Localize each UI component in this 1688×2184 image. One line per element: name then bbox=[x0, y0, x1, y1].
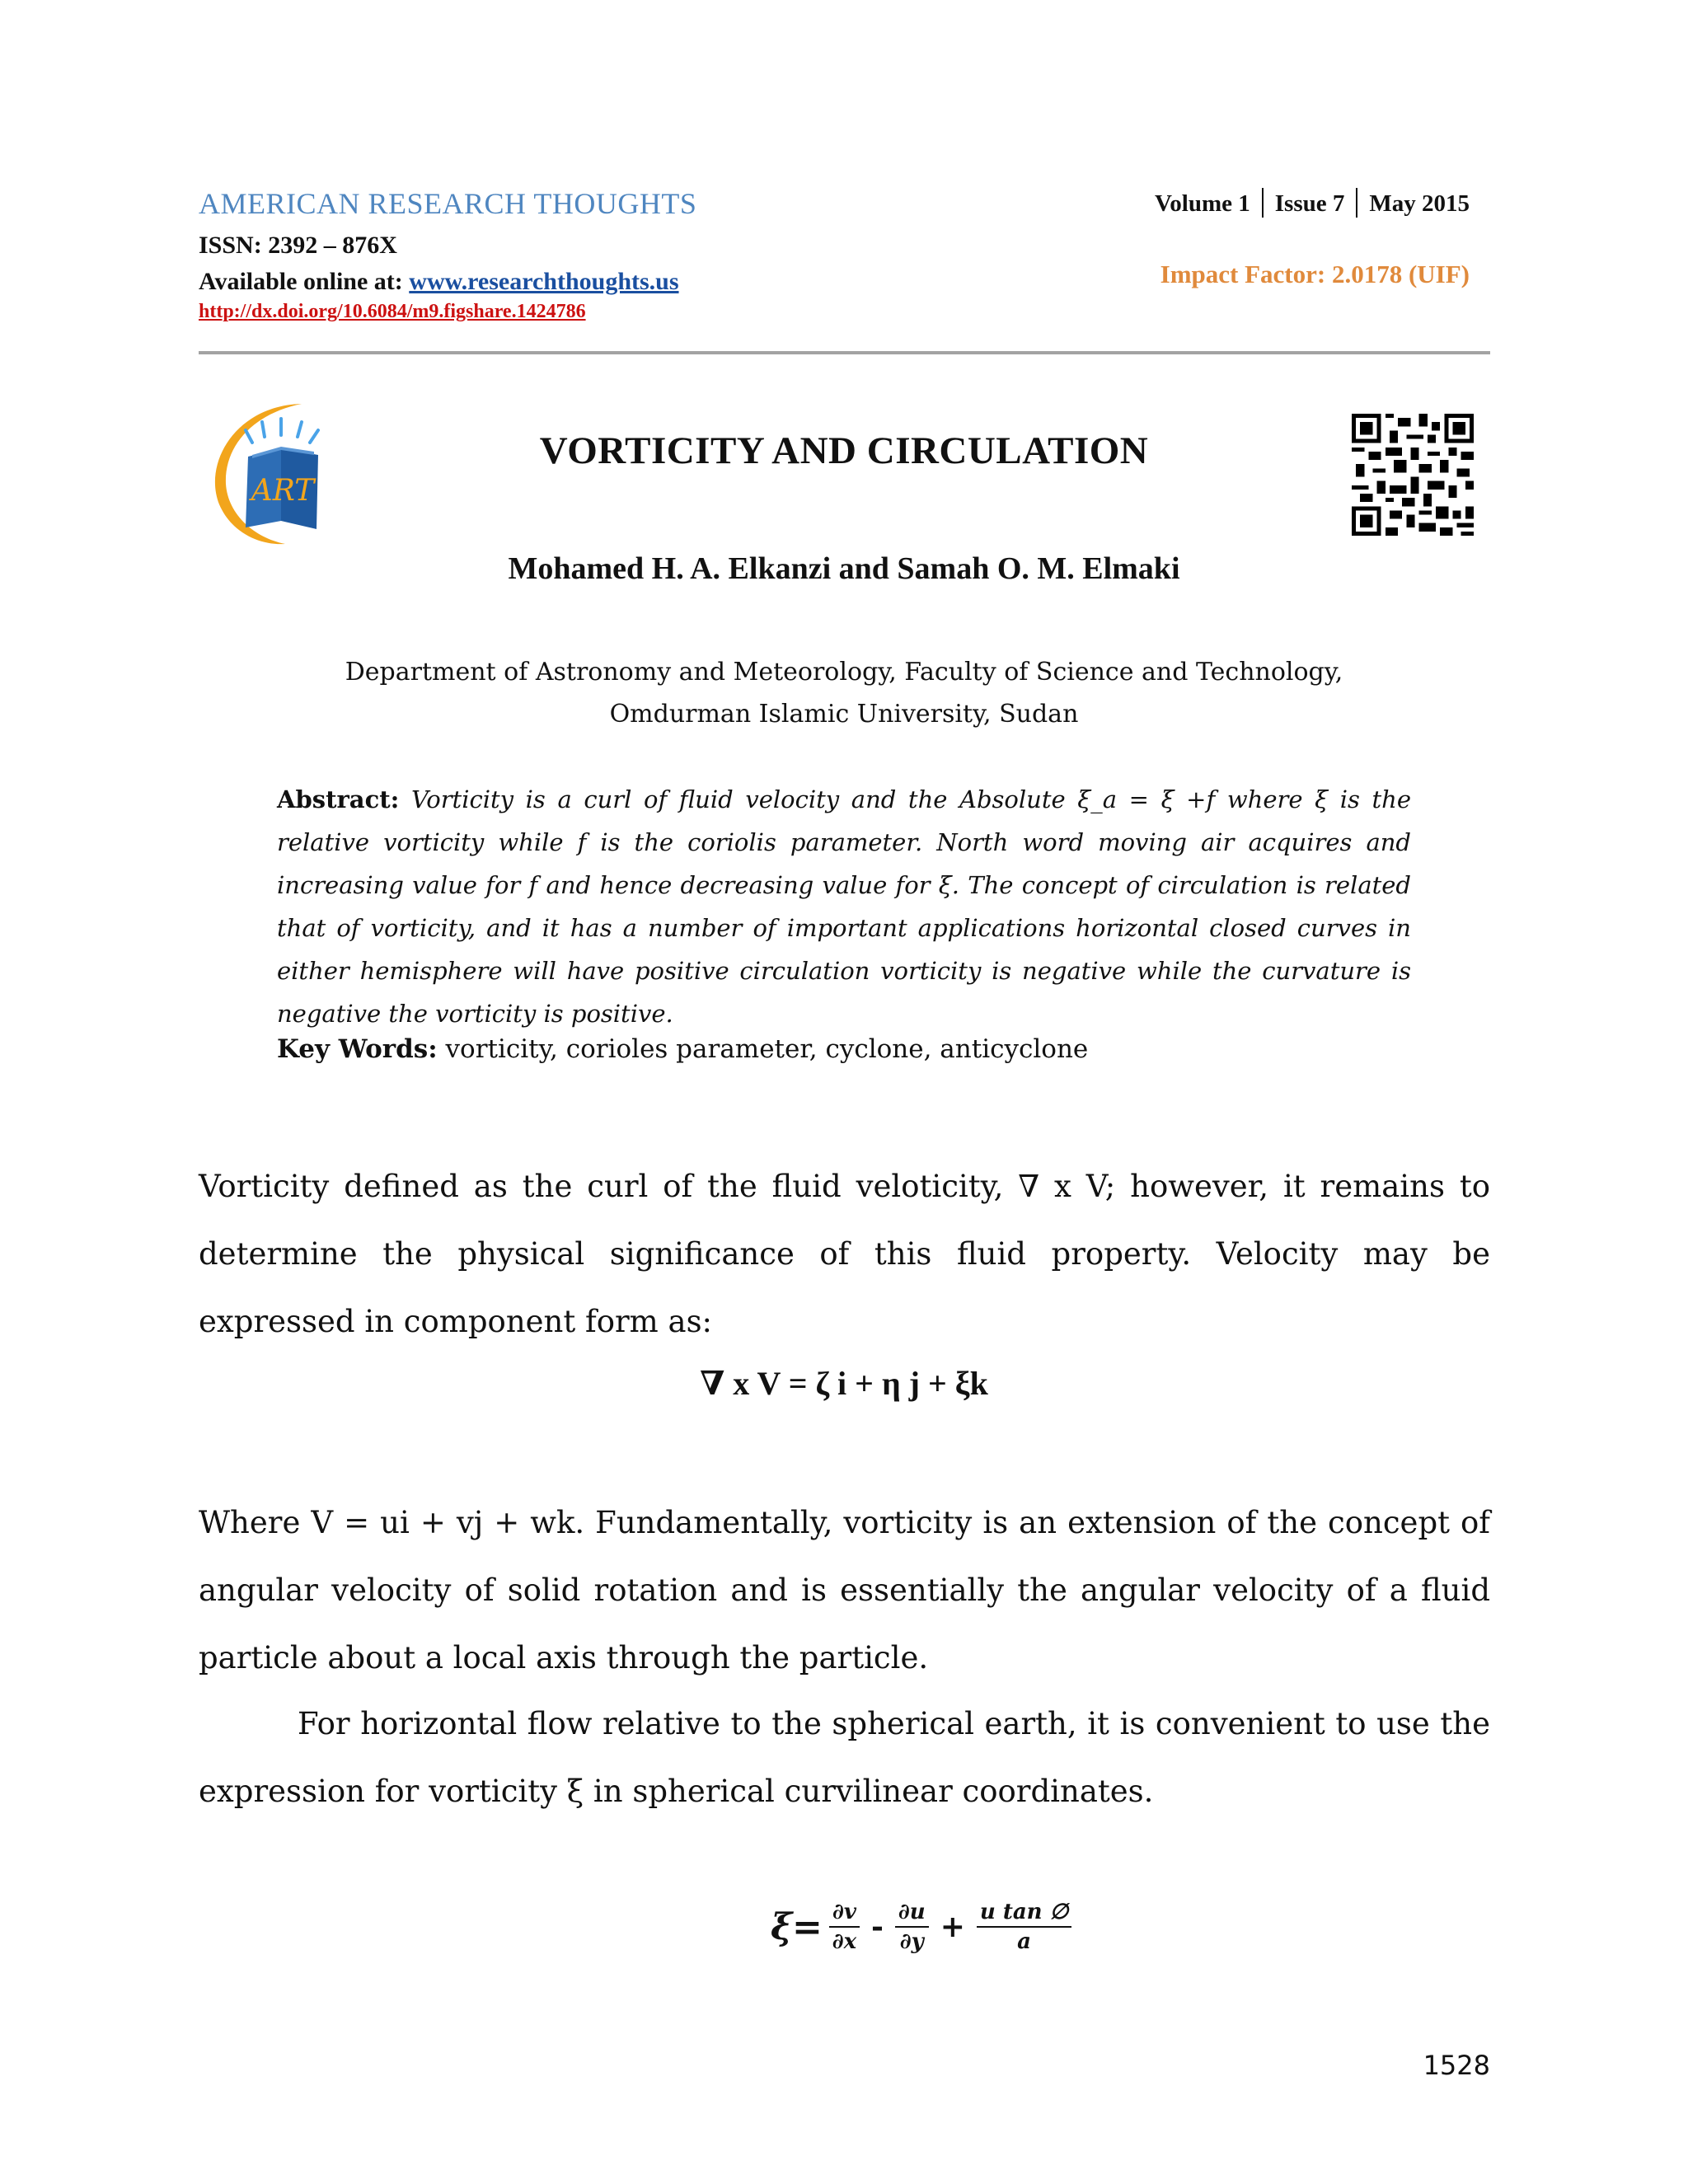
paragraph-text: For horizontal flow relative to the spherical earth, it is convenient to use the expression for vorticity ξ in spherical curvilinear coordinates. bbox=[199, 1706, 1490, 1809]
separator bbox=[1356, 188, 1357, 218]
numerator: u tan ∅ bbox=[977, 1900, 1071, 1928]
issue: Issue 7 bbox=[1274, 190, 1345, 217]
operator: - bbox=[870, 1910, 884, 1944]
operator: + bbox=[940, 1910, 965, 1944]
keywords-label: Key Words: bbox=[277, 1034, 438, 1064]
body-paragraph bbox=[199, 1690, 1490, 1825]
abstract-label: Abstract: bbox=[277, 785, 400, 813]
abstract bbox=[277, 778, 1411, 1035]
header-divider bbox=[199, 351, 1490, 354]
separator bbox=[1262, 188, 1264, 218]
journal-logo bbox=[203, 397, 359, 554]
availability-line bbox=[199, 268, 679, 296]
affiliation-line: Department of Astronomy and Meteorology, Faculty of Science and Technology, bbox=[345, 658, 1343, 687]
keywords bbox=[277, 1034, 1088, 1064]
date: May 2015 bbox=[1369, 190, 1470, 217]
denominator: a bbox=[1017, 1929, 1031, 1954]
fraction bbox=[895, 1900, 929, 1954]
numerator: ∂v bbox=[829, 1900, 860, 1928]
affiliation bbox=[0, 651, 1688, 735]
logo-text: ART bbox=[251, 474, 315, 508]
fraction bbox=[829, 1900, 860, 1954]
equation-curl: ∇ x V = ζ i + η j + ξk bbox=[700, 1365, 988, 1402]
body-paragraph: Where V = ui + vj + wk. Fundamentally, vorticity is an extension of the concept of angular velocity of solid rotation and is essentially the angular velocity of a fluid particle about a local axis through the particle. bbox=[199, 1505, 1490, 1675]
denominator: ∂x bbox=[832, 1929, 857, 1954]
equation-vorticity bbox=[771, 1900, 1078, 1954]
abstract-text: Vorticity is a curl of fluid velocity and the Absolute ξ_a = ξ +f where ξ is the relative vorticity while f is the coriolis parameter. North word moving air acquires and increasing value for f and hence decreasing value for ξ. The concept of circulation is related that of vorticity, and it has a number of important applications horizontal closed curves in either hemisphere will have positive circulation vorticity is negative while the curvature is negative the vorticity is positive. bbox=[277, 785, 1412, 1028]
authors: Mohamed H. A. Elkanzi and Samah O. M. Elmaki bbox=[508, 551, 1180, 586]
journal-name: AMERICAN RESEARCH THOUGHTS bbox=[199, 187, 697, 220]
website-link[interactable]: www.researchthoughts.us bbox=[409, 268, 679, 295]
page-number: 1528 bbox=[1423, 2050, 1490, 2081]
doi-link[interactable]: http://dx.doi.org/10.6084/m9.figshare.1424786 bbox=[199, 301, 586, 322]
volume-issue-line bbox=[1155, 188, 1470, 218]
fraction bbox=[977, 1900, 1071, 1954]
equation-lhs: ξ= bbox=[771, 1905, 823, 1948]
body-paragraph: Vorticity defined as the curl of the fluid veloticity, ∇ x V; however, it remains to determine the physical significance of this fluid property. Velocity may be expressed in component form as: bbox=[199, 1169, 1490, 1339]
keywords-text: vorticity, corioles parameter, cyclone, anticyclone bbox=[445, 1034, 1089, 1064]
article-title: VORTICITY AND CIRCULATION bbox=[539, 429, 1149, 472]
impact-factor: Impact Factor: 2.0178 (UIF) bbox=[1160, 260, 1470, 288]
available-label: Available online at: bbox=[199, 268, 403, 295]
numerator: ∂u bbox=[895, 1900, 929, 1928]
affiliation-line: Omdurman Islamic University, Sudan bbox=[609, 700, 1079, 729]
issn: ISSN: 2392 – 876X bbox=[199, 232, 397, 259]
volume: Volume 1 bbox=[1155, 190, 1250, 217]
denominator: ∂y bbox=[899, 1929, 924, 1954]
